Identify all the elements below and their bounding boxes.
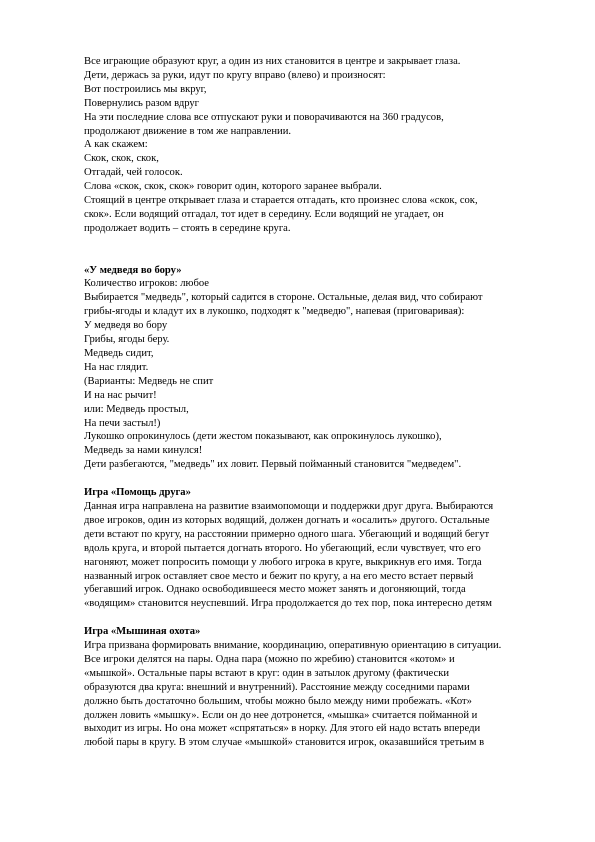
- text-line: Все игроки делятся на пары. Одна пара (можно по жребию) становится «котом» и: [84, 653, 455, 665]
- text-line: Дети разбегаются, "медведь" их ловит. Первый пойманный становится "медведем".: [84, 459, 462, 471]
- section-help: [84, 486, 544, 611]
- text-line: А как скажем:: [84, 139, 148, 151]
- text-line: У медведя во бору: [84, 320, 168, 332]
- document-body: [84, 55, 544, 750]
- text-line: Количество игроков: любое: [84, 278, 209, 290]
- text-line: И на нас рычит!: [84, 389, 157, 401]
- text-line: Выбирается "медведь", который садится в стороне. Остальные, делая вид, что собирают: [84, 292, 483, 304]
- section-intro: [84, 55, 544, 236]
- text-line: выходит из игры. Но она может «спрятаться» в норку. Для этого ей надо встать впереди: [84, 723, 481, 735]
- text-line: продолжает водить – стоять в середине круга.: [84, 222, 291, 234]
- text-line: продолжают движение в том же направлении.: [84, 125, 292, 137]
- text-line: названный игрок оставляет свое место и бежит по кругу, а на его место встает первый: [84, 570, 474, 582]
- text-line: Отгадай, чей голосок.: [84, 167, 183, 179]
- text-line: образуются два круга: внешний и внутренний). Расстояние между соседними парами: [84, 681, 470, 693]
- text-line: Повернулись разом вдруг: [84, 97, 200, 109]
- text-line: или: Медведь простыл,: [84, 403, 189, 415]
- text-line: скок». Если водящий отгадал, тот идет в середину. Если водящий не угадает, он: [84, 208, 444, 220]
- text-line: Стоящий в центре открывает глаза и старается отгадать, кто произнес слова «скок, сок,: [84, 195, 478, 207]
- text-line: Скок, скок, скок,: [84, 153, 159, 165]
- text-line: Вот построились мы вкруг,: [84, 83, 207, 95]
- text-line: Слова «скок, скок, скок» говорит один, которого заранее выбрали.: [84, 181, 382, 193]
- text-line: грибы-ягоды и кладут их в лукошко, подходят к "медведю", напевая (приговаривая):: [84, 306, 465, 318]
- text-line: должно быть достаточно большим, чтобы можно было между ними пробежать. «Кот»: [84, 695, 472, 707]
- text-line: Все играющие образуют круг, а один из них становится в центре и закрывает глаза.: [84, 56, 461, 67]
- text-line: убегавший игрок. Однако освободившееся место может занять и догоняющий, тогда: [84, 584, 466, 596]
- text-line: Грибы, ягоды беру.: [84, 334, 170, 346]
- text-line: Дети, держась за руки, идут по кругу вправо (влево) и произносят:: [84, 69, 386, 81]
- paragraph-spacer: [84, 236, 544, 264]
- text-line: «мышкой». Остальные пары встают в круг: один в затылок другому (фактически: [84, 667, 450, 679]
- text-line: Медведь сидит,: [84, 348, 154, 360]
- text-line: двое игроков, один из которых водящий, должен догнать и «осалить» другого. Остальные: [84, 514, 490, 526]
- text-line: «водящим» становится неуспевший. Игра продолжается до тех пор, пока интересно детям: [84, 598, 492, 610]
- section-bear: [84, 264, 544, 473]
- section-title: Игра «Мышиная охота»: [84, 626, 201, 638]
- text-line: На печи застыл!): [84, 417, 161, 429]
- paragraph-spacer: [84, 611, 544, 625]
- section-title: «У медведя во бору»: [84, 264, 182, 276]
- text-line: (Варианты: Медведь не спит: [84, 375, 214, 387]
- text-line: нагоняют, может попросить помощи у любого игрока в круге, выкрикнув его имя. Тогда: [84, 556, 482, 568]
- text-line: Игра призвана формировать внимание, координацию, оперативную ориентацию в ситуации.: [84, 640, 502, 652]
- text-line: должен ловить «мышку». Если он до нее дотронется, «мышка» считается пойманной и: [84, 709, 478, 721]
- text-line: Данная игра направлена на развитие взаимопомощи и поддержки друг друга. Выбираются: [84, 500, 494, 512]
- text-line: вдоль круга, и второй пытается догнать второго. Но убегающий, если чувствует, что его: [84, 542, 481, 554]
- text-line: На нас глядит.: [84, 361, 149, 373]
- text-line: Медведь за нами кинулся!: [84, 445, 203, 457]
- paragraph-spacer: [84, 472, 544, 486]
- section-mouse: [84, 625, 544, 750]
- text-line: дети встают по кругу, на расстоянии примерно одного шага. Убегающий и водящий бегут: [84, 528, 490, 540]
- text-line: Лукошко опрокинулось (дети жестом показывают, как опрокинулось лукошко),: [84, 431, 442, 443]
- text-line: На эти последние слова все отпускают руки и поворачиваются на 360 градусов,: [84, 111, 444, 123]
- text-line: любой пары в кругу. В этом случае «мышкой» становится игрок, оказавшийся третьим в: [84, 737, 485, 749]
- section-title: Игра «Помощь друга»: [84, 487, 191, 499]
